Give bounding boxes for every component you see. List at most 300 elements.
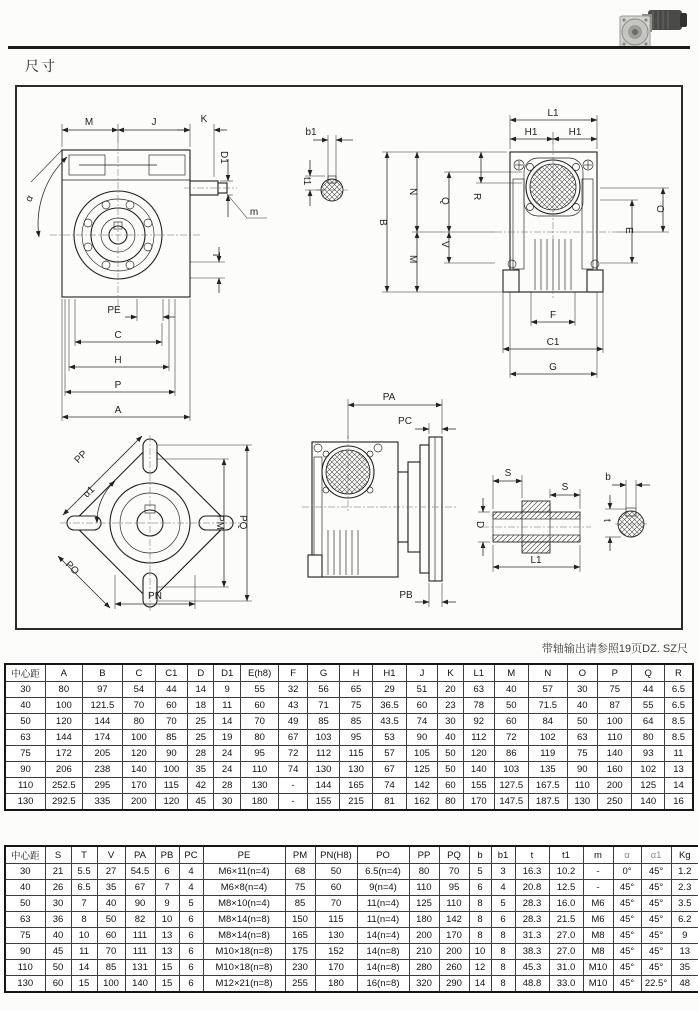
table-cell: 4 bbox=[491, 880, 515, 896]
column-header: J bbox=[407, 664, 437, 682]
table-cell: 144 bbox=[307, 778, 339, 794]
table-cell: 95 bbox=[340, 730, 372, 746]
table-cell: 10 bbox=[155, 912, 179, 928]
table-cell: 8 bbox=[491, 976, 515, 992]
table-cell: 31.0 bbox=[549, 960, 583, 976]
column-header: A bbox=[46, 664, 83, 682]
table-row bbox=[5, 976, 698, 992]
table-cell: 11 bbox=[71, 944, 97, 960]
table-cell: 14(n=8) bbox=[357, 960, 409, 976]
table-cell: 111 bbox=[125, 928, 155, 944]
dim-label-alpha1: α1 bbox=[81, 484, 98, 501]
table-cell: 12 bbox=[469, 960, 491, 976]
table-cell: 93 bbox=[632, 746, 664, 762]
table-cell: 6.5 bbox=[664, 682, 693, 698]
table-cell: 16(n=8) bbox=[357, 976, 409, 992]
table-cell: 121.5 bbox=[82, 698, 123, 714]
table-cell: 55 bbox=[632, 698, 664, 714]
table-cell: 35 bbox=[97, 880, 125, 896]
table-cell: 155 bbox=[464, 778, 494, 794]
table-cell: 80 bbox=[240, 730, 279, 746]
column-header: t1 bbox=[549, 846, 583, 864]
column-header: α1 bbox=[641, 846, 671, 864]
table-cell: 53 bbox=[372, 730, 407, 746]
column-header: M bbox=[494, 664, 529, 682]
table-cell: 14 bbox=[664, 778, 693, 794]
table-cell: M8 bbox=[583, 944, 613, 960]
table-cell: 142 bbox=[407, 778, 437, 794]
table-cell: 335 bbox=[82, 794, 123, 810]
table-cell: M6×8(n=4) bbox=[203, 880, 285, 896]
table-cell: 90 bbox=[5, 944, 45, 960]
table-cell: 60 bbox=[45, 976, 71, 992]
table-cell: 295 bbox=[82, 778, 123, 794]
table-cell: 12.5 bbox=[549, 880, 583, 896]
table-cell: 3 bbox=[491, 864, 515, 880]
table-cell: 67 bbox=[372, 762, 407, 778]
dim-label-m-rear: M bbox=[407, 255, 418, 264]
table-cell: 110 bbox=[409, 880, 439, 896]
table-cell: 81 bbox=[372, 794, 407, 810]
table-row bbox=[5, 762, 693, 778]
table-cell: 6 bbox=[179, 912, 203, 928]
table-cell: 40 bbox=[45, 928, 71, 944]
table-cell: 45° bbox=[613, 880, 641, 896]
table-cell: 36 bbox=[45, 912, 71, 928]
table-cell: 290 bbox=[439, 976, 469, 992]
table-cell: 60 bbox=[407, 698, 437, 714]
table-cell: 238 bbox=[82, 762, 123, 778]
table-cell: 50 bbox=[97, 912, 125, 928]
table-cell: 3.5 bbox=[671, 896, 698, 912]
table-cell: 60 bbox=[315, 880, 357, 896]
table-cell: 80 bbox=[632, 730, 664, 746]
column-header: O bbox=[567, 664, 597, 682]
table-cell: 120 bbox=[123, 746, 155, 762]
table-cell: 14(n=8) bbox=[357, 944, 409, 960]
table-cell: 9 bbox=[671, 928, 698, 944]
table-cell: 110 bbox=[5, 960, 45, 976]
table-cell: 144 bbox=[46, 730, 83, 746]
table-cell: 210 bbox=[409, 944, 439, 960]
column-header: PM bbox=[285, 846, 315, 864]
table-row bbox=[5, 928, 698, 944]
table-cell: 130 bbox=[5, 794, 46, 810]
table-cell: 54 bbox=[123, 682, 155, 698]
dim-label-h: H bbox=[114, 355, 122, 366]
table-cell: 8.5 bbox=[664, 714, 693, 730]
column-header: G bbox=[307, 664, 339, 682]
table-cell: 115 bbox=[340, 746, 372, 762]
table-cell: 23 bbox=[437, 698, 463, 714]
table-cell: 44 bbox=[632, 682, 664, 698]
table-cell: 100 bbox=[597, 714, 632, 730]
table-cell: 200 bbox=[597, 778, 632, 794]
table-cell: 84 bbox=[529, 714, 568, 730]
table-cell: 142 bbox=[439, 912, 469, 928]
table-cell: 14 bbox=[188, 682, 214, 698]
table-cell: 170 bbox=[315, 960, 357, 976]
table-cell: 45° bbox=[641, 864, 671, 880]
column-header: D bbox=[188, 664, 214, 682]
table-cell: 165 bbox=[340, 778, 372, 794]
table-cell: 80 bbox=[123, 714, 155, 730]
technical-drawing bbox=[17, 87, 681, 628]
dimension-table-2 bbox=[4, 845, 698, 993]
table-row bbox=[5, 896, 698, 912]
table-cell: 15 bbox=[71, 976, 97, 992]
dim-label-t: t bbox=[601, 519, 612, 522]
table-cell: 16.3 bbox=[515, 864, 549, 880]
table-cell: 280 bbox=[409, 960, 439, 976]
table-cell: 27.0 bbox=[549, 944, 583, 960]
table-cell: 1.2 bbox=[671, 864, 698, 880]
table-cell: 50 bbox=[494, 698, 529, 714]
table-cell: 10.2 bbox=[549, 864, 583, 880]
dim-label-alpha: α bbox=[23, 193, 37, 204]
table-cell: 57 bbox=[372, 746, 407, 762]
table-cell: 100 bbox=[46, 698, 83, 714]
column-header: b bbox=[469, 846, 491, 864]
column-header: Kg bbox=[671, 846, 698, 864]
table-cell: 63 bbox=[567, 730, 597, 746]
dim-label-e: E bbox=[623, 227, 634, 234]
table-cell: 170 bbox=[123, 778, 155, 794]
dim-label-pb: PB bbox=[399, 590, 413, 601]
table-cell: 174 bbox=[82, 730, 123, 746]
table-cell: 75 bbox=[567, 746, 597, 762]
table-cell: 85 bbox=[285, 896, 315, 912]
table-cell: 103 bbox=[307, 730, 339, 746]
table-cell: 63 bbox=[5, 912, 45, 928]
table-cell: 6.5(n=4) bbox=[357, 864, 409, 880]
table-cell: 16.0 bbox=[549, 896, 583, 912]
table-cell: 160 bbox=[597, 762, 632, 778]
table-cell: 44 bbox=[155, 682, 187, 698]
table-cell: 110 bbox=[240, 762, 279, 778]
table-cell: 45° bbox=[613, 928, 641, 944]
table-cell: 54.5 bbox=[125, 864, 155, 880]
table-cell: 45° bbox=[613, 960, 641, 976]
table-cell: 172 bbox=[46, 746, 83, 762]
dim-label-r: R bbox=[471, 193, 482, 201]
table-cell: - bbox=[583, 864, 613, 880]
table-cell: 140 bbox=[597, 746, 632, 762]
table-cell: 70 bbox=[240, 714, 279, 730]
dim-label-c: C bbox=[114, 330, 122, 341]
dim-label-pq: PQ bbox=[237, 515, 248, 530]
dim-label-s1: S bbox=[504, 468, 512, 479]
column-header: L1 bbox=[464, 664, 494, 682]
table-cell: 50 bbox=[5, 714, 46, 730]
table-cell: 28 bbox=[188, 746, 214, 762]
table-cell: 70 bbox=[123, 698, 155, 714]
column-header: S bbox=[45, 846, 71, 864]
table-cell: 6 bbox=[469, 880, 491, 896]
table-cell: 13 bbox=[155, 944, 179, 960]
table-cell: 50 bbox=[437, 746, 463, 762]
table-cell: 0° bbox=[613, 864, 641, 880]
table-cell: 11(n=4) bbox=[357, 912, 409, 928]
dim-label-l1-rear: L1 bbox=[547, 108, 559, 119]
table-cell: 45° bbox=[641, 912, 671, 928]
table-cell: 205 bbox=[82, 746, 123, 762]
table-cell: 8 bbox=[491, 944, 515, 960]
table-cell: 150 bbox=[285, 912, 315, 928]
table-cell: 97 bbox=[82, 682, 123, 698]
dim-label-pe: PE bbox=[107, 305, 121, 316]
table-row bbox=[5, 912, 698, 928]
table-cell: M10 bbox=[583, 960, 613, 976]
table-cell: 100 bbox=[155, 762, 187, 778]
table-cell: 130 bbox=[307, 762, 339, 778]
table-cell: 255 bbox=[285, 976, 315, 992]
table-cell: 4 bbox=[179, 880, 203, 896]
column-header: PO bbox=[357, 846, 409, 864]
table-cell: 45° bbox=[641, 960, 671, 976]
table-cell: 60 bbox=[155, 698, 187, 714]
dim-label-m-front: M bbox=[84, 117, 94, 128]
dim-label-l1-shaft: L1 bbox=[530, 555, 542, 566]
table-cell: M12×21(n=8) bbox=[203, 976, 285, 992]
column-header: PQ bbox=[439, 846, 469, 864]
table-cell: 90 bbox=[567, 762, 597, 778]
table-cell: 10 bbox=[469, 944, 491, 960]
dim-label-pc: PC bbox=[398, 416, 412, 427]
table-cell: 6 bbox=[179, 960, 203, 976]
dim-label-po: PO bbox=[62, 559, 81, 578]
table-cell: 28.3 bbox=[515, 896, 549, 912]
column-header: PA bbox=[125, 846, 155, 864]
table-cell: 90 bbox=[155, 746, 187, 762]
table-cell: 9 bbox=[214, 682, 240, 698]
table-cell: 72 bbox=[279, 746, 307, 762]
table-cell: 110 bbox=[5, 778, 46, 794]
header-row bbox=[5, 846, 698, 864]
dim-label-v: V bbox=[439, 241, 450, 248]
table-cell: 32 bbox=[279, 682, 307, 698]
table-cell: 63 bbox=[5, 730, 46, 746]
table-cell: 111 bbox=[125, 944, 155, 960]
dim-label-c1: C1 bbox=[546, 337, 560, 348]
table-cell: 85 bbox=[97, 960, 125, 976]
table-cell: 90 bbox=[5, 762, 46, 778]
table-cell: 45.3 bbox=[515, 960, 549, 976]
table-cell: 260 bbox=[439, 960, 469, 976]
dim-label-b1: b1 bbox=[305, 127, 317, 138]
table-cell: 92 bbox=[464, 714, 494, 730]
table-cell: 74 bbox=[407, 714, 437, 730]
table-cell: - bbox=[583, 880, 613, 896]
column-header: α bbox=[613, 846, 641, 864]
dim-label-pm: PM bbox=[214, 515, 225, 530]
table-cell: 147.5 bbox=[494, 794, 529, 810]
table-cell: 292.5 bbox=[46, 794, 83, 810]
table-cell: 215 bbox=[340, 794, 372, 810]
top-rule bbox=[8, 46, 690, 49]
table-cell: 130 bbox=[5, 976, 45, 992]
table-cell: 8 bbox=[469, 928, 491, 944]
table-cell: 45° bbox=[613, 944, 641, 960]
table-cell: M8×14(n=8) bbox=[203, 928, 285, 944]
table-cell: 30 bbox=[45, 896, 71, 912]
table-row bbox=[5, 730, 693, 746]
table-cell: 9(n=4) bbox=[357, 880, 409, 896]
column-header: 中心距 bbox=[5, 664, 46, 682]
column-header: Q bbox=[632, 664, 664, 682]
table-row bbox=[5, 714, 693, 730]
table-cell: 14 bbox=[71, 960, 97, 976]
dim-label-s2: S bbox=[561, 482, 569, 493]
table-cell: 100 bbox=[97, 976, 125, 992]
table-cell: 140 bbox=[464, 762, 494, 778]
table-cell: 11(n=4) bbox=[357, 896, 409, 912]
shaft-section-drawing bbox=[474, 468, 650, 572]
table-cell: 6 bbox=[179, 928, 203, 944]
table-cell: 30 bbox=[214, 794, 240, 810]
column-header: PB bbox=[155, 846, 179, 864]
table-cell: M8×14(n=8) bbox=[203, 912, 285, 928]
table-cell: 68 bbox=[285, 864, 315, 880]
table-cell: 55 bbox=[240, 682, 279, 698]
table-cell: 127.5 bbox=[494, 778, 529, 794]
table-cell: 8 bbox=[71, 912, 97, 928]
column-header: PN(H8) bbox=[315, 846, 357, 864]
table-cell: 7 bbox=[155, 880, 179, 896]
table-cell: 28.3 bbox=[515, 912, 549, 928]
column-header: H1 bbox=[372, 664, 407, 682]
table-cell: 112 bbox=[464, 730, 494, 746]
table-cell: 30 bbox=[437, 714, 463, 730]
table-cell: 45° bbox=[641, 880, 671, 896]
table-cell: 170 bbox=[439, 928, 469, 944]
table-cell: 250 bbox=[597, 794, 632, 810]
dim-label-k: K bbox=[200, 114, 208, 125]
table-cell: 25 bbox=[188, 714, 214, 730]
table-cell: 16 bbox=[664, 794, 693, 810]
table-cell: 50 bbox=[5, 896, 45, 912]
table-cell: 206 bbox=[46, 762, 83, 778]
column-header: m bbox=[583, 846, 613, 864]
table-cell: 45° bbox=[641, 944, 671, 960]
table-row bbox=[5, 682, 693, 698]
table-cell: 180 bbox=[240, 794, 279, 810]
table-cell: 140 bbox=[123, 762, 155, 778]
table-cell: 13 bbox=[155, 928, 179, 944]
table-cell: 6.5 bbox=[664, 698, 693, 714]
input-key-detail-drawing bbox=[301, 127, 353, 206]
dimension-table-1 bbox=[4, 663, 694, 811]
table-cell: 13 bbox=[664, 762, 693, 778]
column-header: C1 bbox=[155, 664, 187, 682]
column-header: b1 bbox=[491, 846, 515, 864]
table-cell: 110 bbox=[439, 896, 469, 912]
table-row bbox=[5, 864, 698, 880]
table-cell: 20 bbox=[437, 682, 463, 698]
table-cell: 80 bbox=[409, 864, 439, 880]
front-view-drawing bbox=[24, 114, 267, 421]
column-header: F bbox=[279, 664, 307, 682]
column-header: B bbox=[82, 664, 123, 682]
dim-label-pn: PN bbox=[148, 591, 162, 602]
table-cell: 120 bbox=[464, 746, 494, 762]
table-cell: M10×18(n=8) bbox=[203, 960, 285, 976]
dim-label-pa: PA bbox=[382, 392, 396, 403]
table-cell: 51 bbox=[407, 682, 437, 698]
dim-label-t-front: T bbox=[210, 252, 221, 259]
table-cell: 20.8 bbox=[515, 880, 549, 896]
table-cell: 64 bbox=[632, 714, 664, 730]
table-cell: 45° bbox=[613, 976, 641, 992]
table-cell: 8 bbox=[469, 896, 491, 912]
side-view-drawing bbox=[302, 392, 457, 607]
table-cell: 165 bbox=[285, 928, 315, 944]
table-cell: 110 bbox=[567, 778, 597, 794]
table-cell: 29 bbox=[372, 682, 407, 698]
table-cell: 130 bbox=[567, 794, 597, 810]
table-cell: 56 bbox=[307, 682, 339, 698]
table-cell: M8×10(n=4) bbox=[203, 896, 285, 912]
table-cell: 95 bbox=[439, 880, 469, 896]
table-cell: 14 bbox=[214, 714, 240, 730]
table-cell: 8 bbox=[491, 928, 515, 944]
table-cell: 50 bbox=[45, 960, 71, 976]
column-header: D1 bbox=[214, 664, 240, 682]
table-cell: 70 bbox=[155, 714, 187, 730]
table-cell: 14(n=4) bbox=[357, 928, 409, 944]
table-row bbox=[5, 794, 693, 810]
table-cell: 252.5 bbox=[46, 778, 83, 794]
column-header: H bbox=[340, 664, 372, 682]
table-row bbox=[5, 778, 693, 794]
table-cell: 75 bbox=[5, 928, 45, 944]
table-cell: 180 bbox=[315, 976, 357, 992]
table-cell: 40 bbox=[5, 698, 46, 714]
table-cell: 5 bbox=[179, 896, 203, 912]
table-cell: 48.8 bbox=[515, 976, 549, 992]
table-cell: 71.5 bbox=[529, 698, 568, 714]
table-cell: 75 bbox=[5, 746, 46, 762]
drawing-panel bbox=[15, 85, 683, 630]
table-cell: 4 bbox=[179, 864, 203, 880]
table-cell: 86 bbox=[494, 746, 529, 762]
dim-label-d: D bbox=[474, 521, 485, 529]
table-cell: 70 bbox=[439, 864, 469, 880]
table-cell: 6 bbox=[179, 976, 203, 992]
table-cell: 85 bbox=[340, 714, 372, 730]
table-cell: 45 bbox=[45, 944, 71, 960]
dim-label-n: N bbox=[407, 188, 418, 196]
table-cell: 140 bbox=[632, 794, 664, 810]
column-header: P bbox=[597, 664, 632, 682]
table-cell: 40 bbox=[5, 880, 45, 896]
table-cell: 119 bbox=[529, 746, 568, 762]
table-cell: 11 bbox=[664, 746, 693, 762]
table-cell: 78 bbox=[464, 698, 494, 714]
column-header: PP bbox=[409, 846, 439, 864]
table-cell: 105 bbox=[407, 746, 437, 762]
dim-label-d1: D1 bbox=[218, 151, 229, 164]
table-cell: 60 bbox=[494, 714, 529, 730]
table-cell: 90 bbox=[125, 896, 155, 912]
table-cell: 103 bbox=[494, 762, 529, 778]
table-cell: 60 bbox=[240, 698, 279, 714]
table-cell: 5 bbox=[491, 896, 515, 912]
table-cell: M6 bbox=[583, 896, 613, 912]
table-cell: 27.0 bbox=[549, 928, 583, 944]
dim-label-a: A bbox=[114, 405, 122, 416]
column-header: C bbox=[123, 664, 155, 682]
